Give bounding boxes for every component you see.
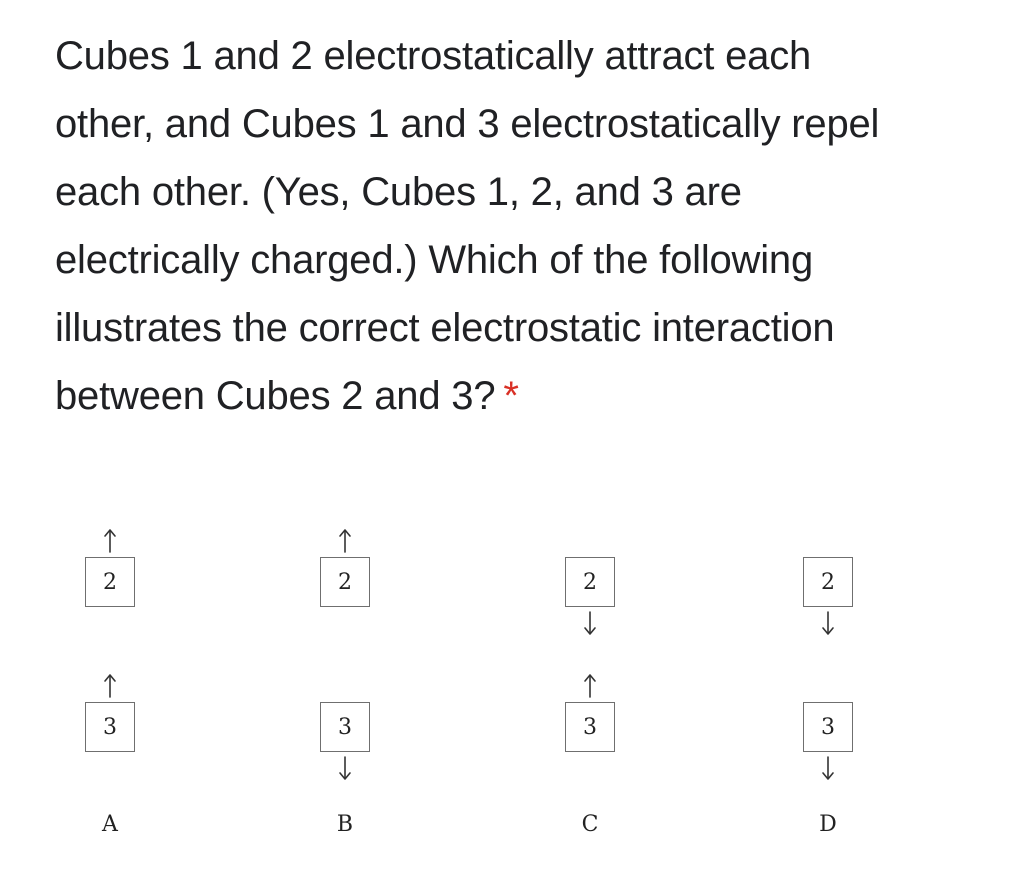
- required-asterisk: *: [503, 374, 519, 418]
- cube-2-option-a: 2: [85, 557, 135, 607]
- cube-2-option-d: 2: [803, 557, 853, 607]
- option-label-c: C: [581, 812, 599, 837]
- arrow-down-icon: [335, 756, 355, 782]
- question-line-2: other, and Cubes 1 and 3 electrostatically repel: [55, 102, 880, 146]
- option-label-d: D: [819, 812, 837, 837]
- question-line-6-text: between Cubes 2 and 3?: [55, 374, 496, 418]
- option-label-a: A: [102, 812, 118, 837]
- cube-3-option-d: 3: [803, 702, 853, 752]
- cube-3-option-c: 3: [565, 702, 615, 752]
- arrow-up-icon: [580, 672, 600, 698]
- cube-3-option-b: 3: [320, 702, 370, 752]
- question-line-4: electrically charged.) Which of the following: [55, 238, 814, 282]
- question-line-3: each other. (Yes, Cubes 1, 2, and 3 are: [55, 170, 742, 214]
- option-label-b: B: [336, 812, 354, 837]
- question-line-5: illustrates the correct electrostatic interaction: [55, 306, 835, 350]
- arrow-down-icon: [818, 611, 838, 637]
- arrow-up-icon: [100, 527, 120, 553]
- arrow-up-icon: [335, 527, 355, 553]
- cube-2-option-c: 2: [565, 557, 615, 607]
- cube-3-option-a: 3: [85, 702, 135, 752]
- arrow-up-icon: [100, 672, 120, 698]
- arrow-down-icon: [818, 756, 838, 782]
- question-line-1: Cubes 1 and 2 electrostatically attract each: [55, 34, 812, 78]
- arrow-down-icon: [580, 611, 600, 637]
- cube-2-option-b: 2: [320, 557, 370, 607]
